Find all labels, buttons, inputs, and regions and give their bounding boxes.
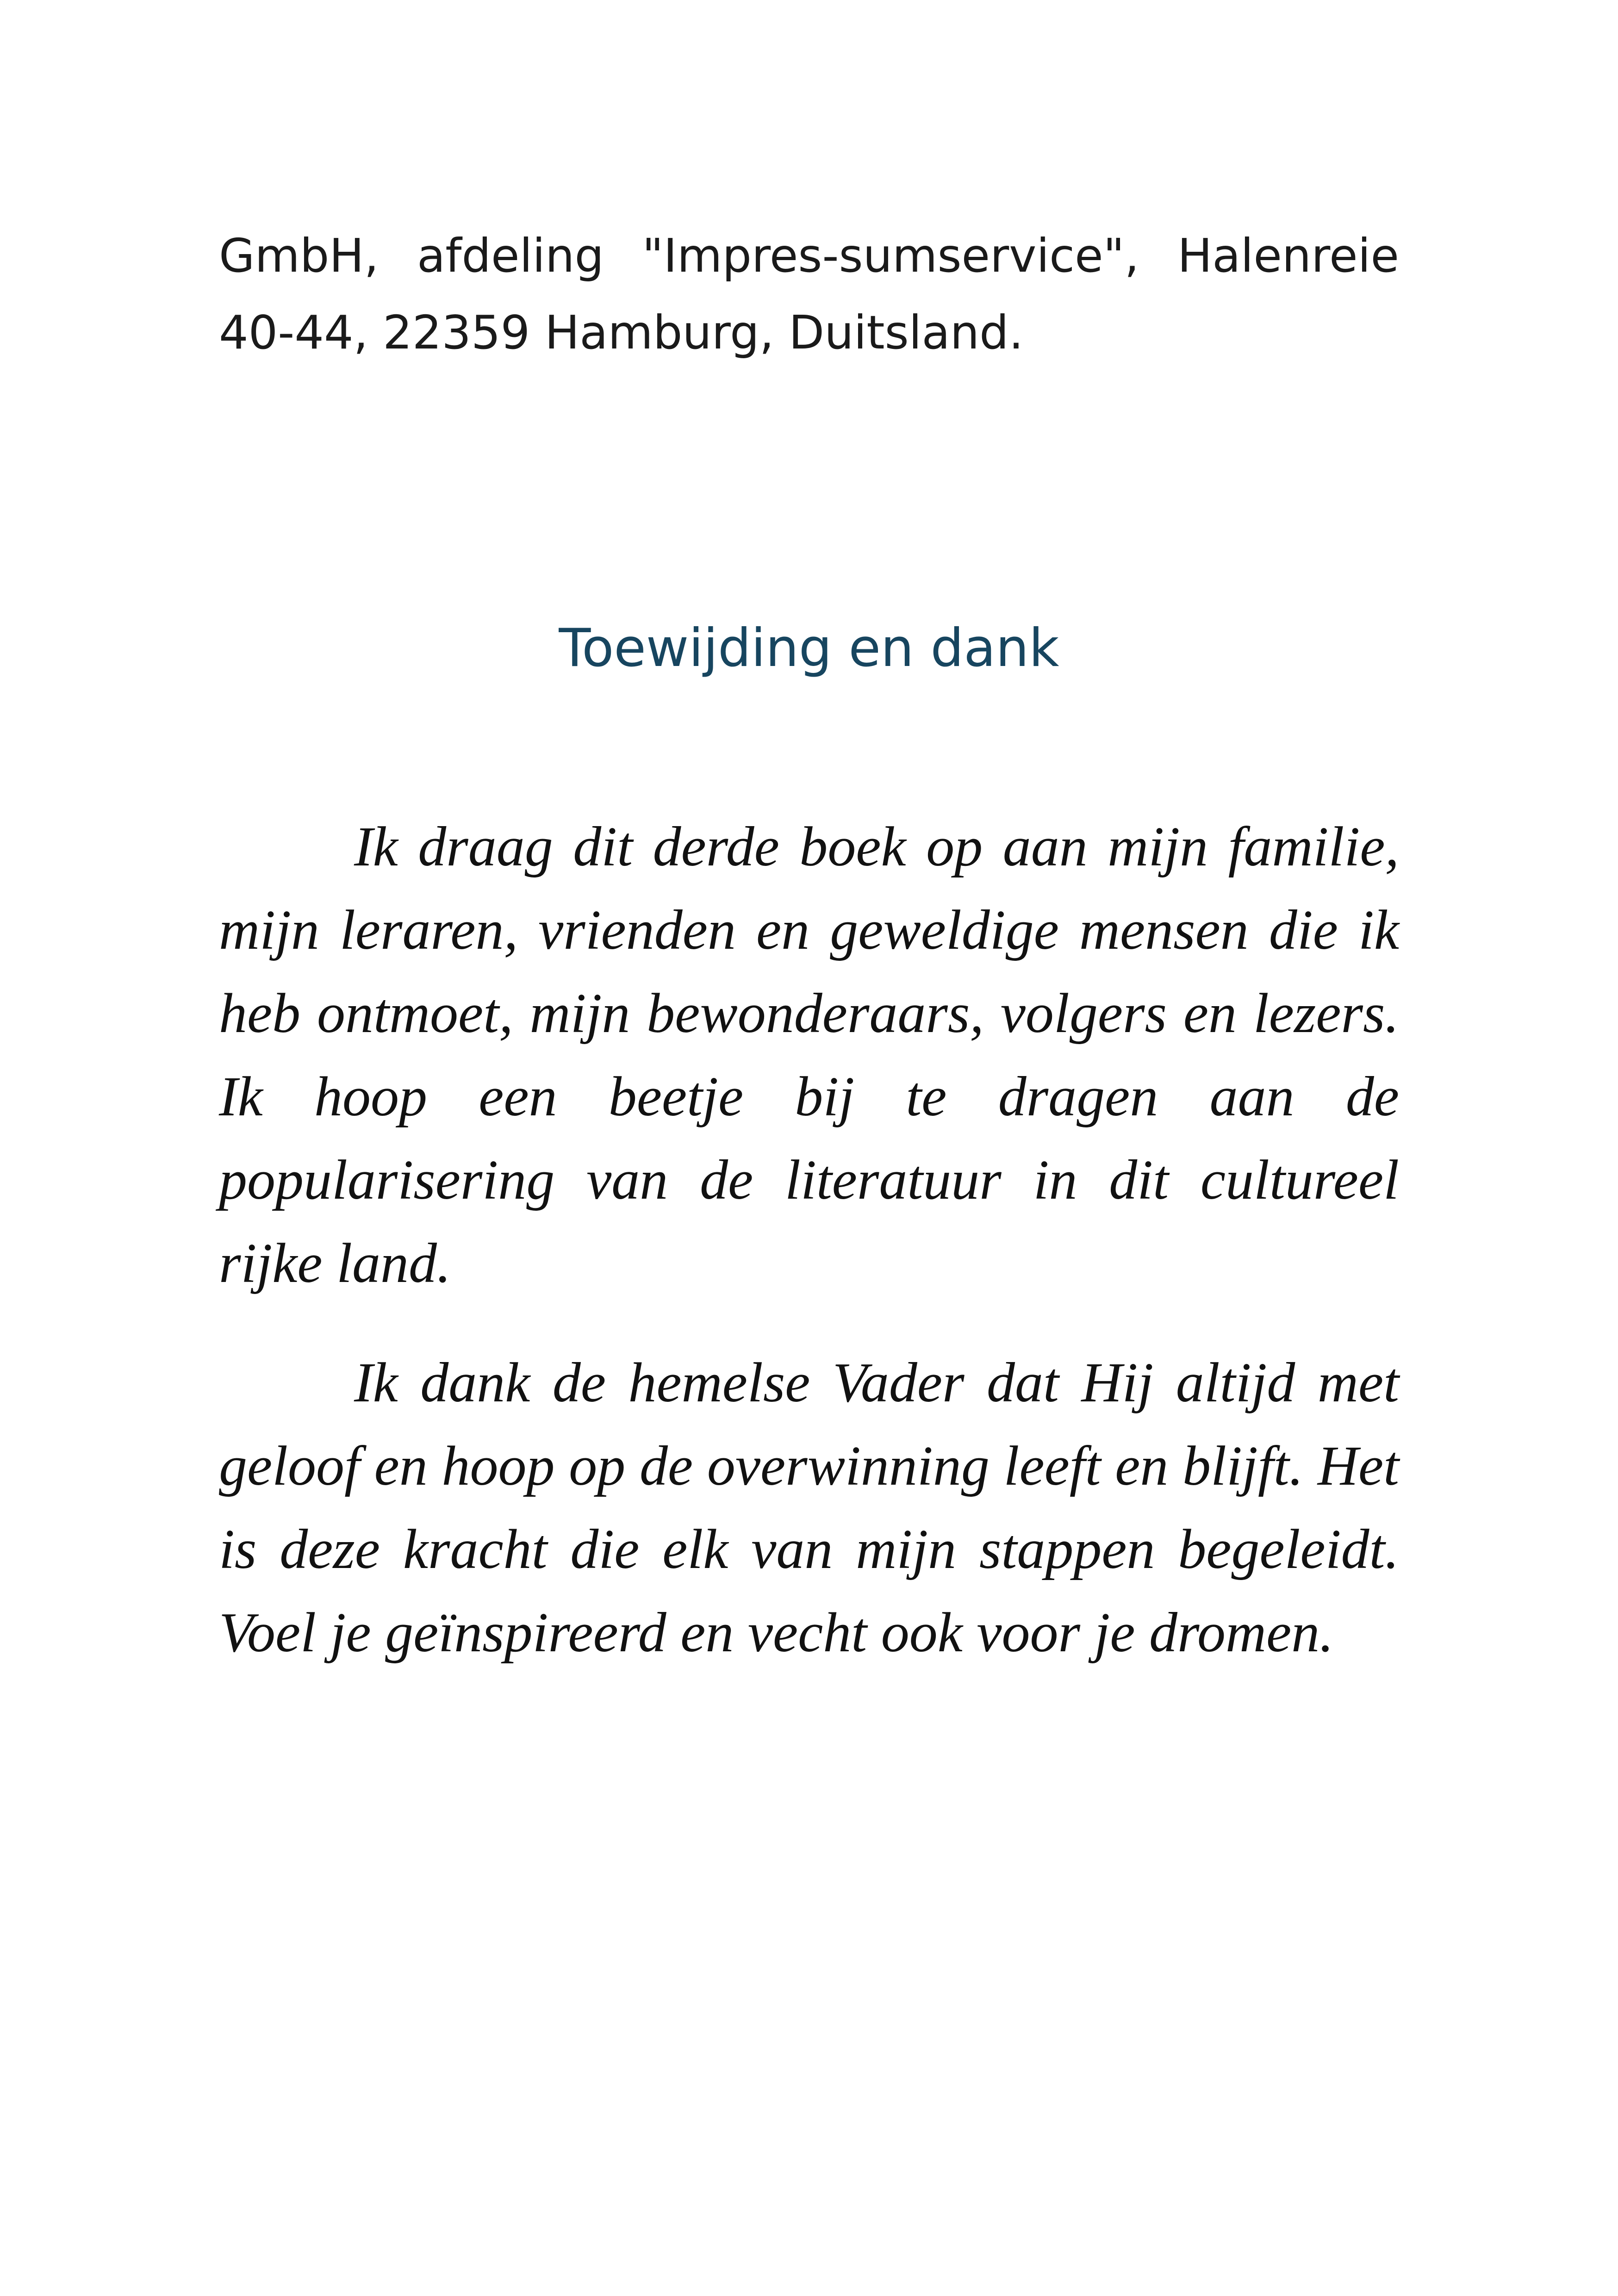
section-heading: Toewijding en dank (559, 617, 1059, 678)
dedication-text (219, 805, 1399, 1711)
publisher-address: GmbH, afdeling "Impres-sumservice", Halenreie 40-44, 22359 Hamburg, Duitsland. (219, 229, 1399, 360)
thanks-paragraph: Ik dank de hemelse Vader dat Hij altijd met geloof en hoop op de overwinning leeft en blijft. Het is deze kracht die elk van mijn stappen begeleidt. Voel je geïnspireerd en vecht ook voor je dromen. (219, 1351, 1399, 1664)
dedication-paragraph: Ik draag dit derde boek op aan mijn familie, mijn leraren, vrienden en geweldige mensen die ik heb ontmoet, mijn bewonderaars, volgers en lezers. Ik hoop een beetje bij te dragen aan de popularisering van de literatuur in dit cultureel rijke land. (219, 815, 1399, 1294)
